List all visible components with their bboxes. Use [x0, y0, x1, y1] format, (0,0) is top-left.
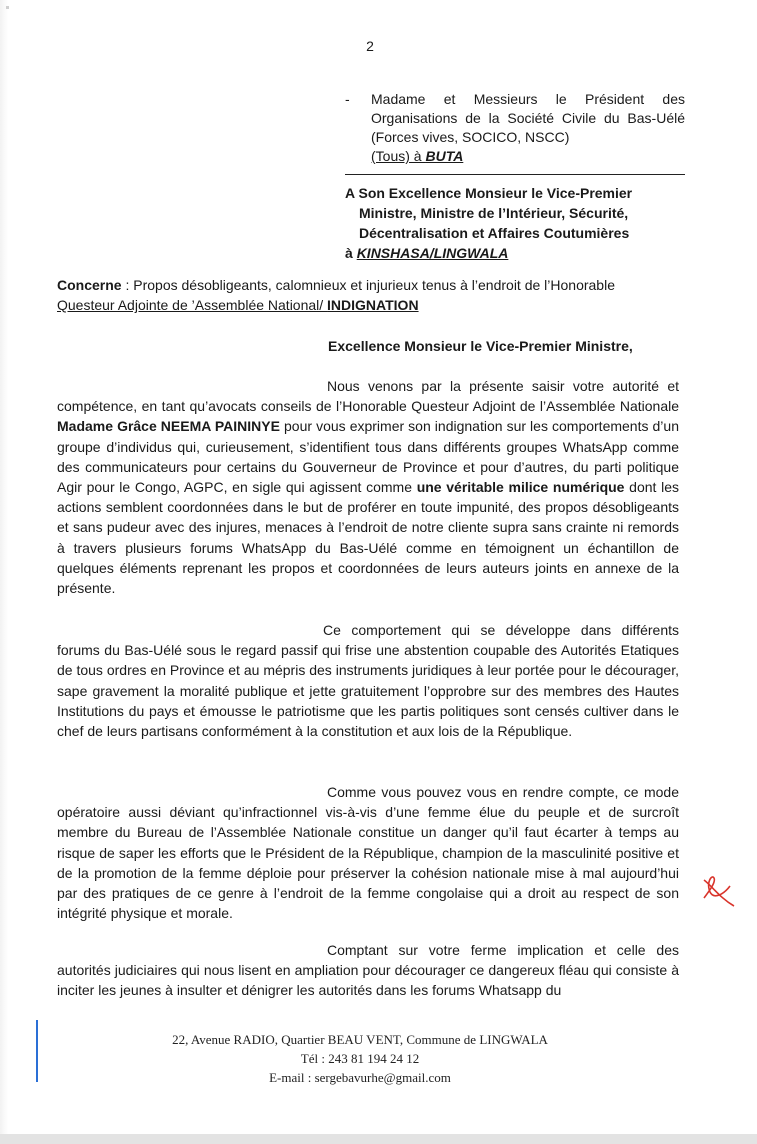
minister-line-2: Ministre, Ministre de l’Intérieur, Sécurité, — [359, 205, 629, 221]
subject-questeur: Questeur Adjointe de ’Assemblée National/ — [57, 297, 328, 313]
p3-text: Comme vous pouvez vous en rendre compte, ce mode opératoire aussi déviant qu’infractionnel vis-à-vis d’une femme élue du peuple et de surcroît membre du Bureau de l’Assemblée Nationale constitue un danger qu’il faut écarter à temps au risque de saper les efforts que le Président de la République, champion de la masculinité positive et de la promotion de la femme déploie pour préserver la cohésion nationale mise à mal aujourd’hui par des pratiques de ce genre à l’endroit de la femme congolaise qui a droit au respect de son intégrité physique et morale. — [57, 784, 679, 922]
letter-footer — [0, 1030, 720, 1087]
minister-prefix: à — [345, 245, 357, 261]
p4-text: Comptant sur votre ferme implication et celle des autorités judiciaires qui nous lisent en ampliation pour décourager ce dangereux fléau qui consiste à inciter les jeunes à insulter et dénigrer les autorités dans les forums Whatsapp du — [57, 942, 679, 999]
subject-text: Propos désobligeants, calomnieux et injurieux tenus à l’endroit de l’Honorable — [133, 277, 615, 293]
salutation: Excellence Monsieur le Vice-Premier Ministre, — [328, 338, 633, 354]
p1-text-e: dont les actions semblent coordonnées dans le but de proférer en toute impunité, des propos désobligeants et sans pudeur avec des injures, menaces à l’endroit de notre cliente supra sans crainte ni remords à travers plusieurs forums WhatsApp du Bas-Uélé comme en témoignent un échantillon de quelques éléments reprenant les propos et coordonnées de leurs auteurs joints en annexe de la présente. — [57, 479, 679, 597]
client-name: Madame Grâce NEEMA PAININYE — [57, 418, 280, 435]
subject-underlined — [57, 297, 419, 313]
recipient-organisations: Madame et Messieurs le Président des Organisations de la Société Civile du Bas-Uélé (Forces vives, SOCICO, NSCC) — [371, 91, 685, 145]
minister-city: KINSHASA/LINGWALA — [356, 245, 509, 261]
scan-speck — [6, 6, 9, 9]
page-edge-shadow — [0, 0, 8, 1144]
subject-label: Concerne — [57, 277, 122, 293]
p1-text-a: Nous venons par la présente saisir votre autorité et compétence, en tant qu’avocats conseils de l’Honorable Questeur Adjoint de l’Assemblée Nationale — [57, 378, 679, 415]
footer-address: 22, Avenue RADIO, Quartier BEAU VENT, Commune de LINGWALA — [172, 1032, 548, 1047]
paragraph-3 — [57, 782, 679, 923]
subject-separator: : — [121, 277, 134, 293]
p1-text-c: pour vous exprimer son indignation sur les comportements d’un groupe d’individus qui, curieusement, s’identifient tous dans différents groupes WhatsApp comme des communicateurs pour certains du Gouverneur de Province et pour d’autres, du parti politique Agir pour le Congo, AGPC, en sigle qui agissent comme — [57, 418, 679, 496]
recipient-destination — [371, 148, 463, 164]
subject-line — [57, 275, 697, 315]
recipient-city-buta: BUTA — [425, 148, 464, 164]
recipient-address-text — [371, 90, 685, 166]
separator-rule — [345, 174, 685, 175]
paragraph-2 — [57, 620, 679, 741]
list-dash: - — [345, 91, 350, 107]
minister-line-1: A Son Excellence Monsieur le Vice-Premier — [345, 185, 633, 201]
milice-numerique: une véritable milice numérique — [416, 479, 625, 496]
recipient-block-civil-society — [345, 90, 685, 166]
subject-indignation: INDIGNATION — [327, 297, 419, 313]
paragraph-1 — [57, 376, 679, 598]
recipient-block-minister — [345, 183, 690, 263]
minister-line-3: Décentralisation et Affaires Coutumières — [359, 225, 630, 241]
paragraph-4 — [57, 940, 679, 1001]
page-number: 2 — [366, 38, 374, 54]
footer-phone: Tél : 243 81 194 24 12 — [300, 1051, 420, 1066]
recipient-tous-prefix: (Tous) à — [371, 148, 426, 164]
footer-email: E-mail : sergebavurhe@gmail.com — [269, 1070, 451, 1085]
page-bottom-edge — [0, 1134, 757, 1144]
minister-destination — [345, 243, 690, 263]
handwritten-mark-icon — [700, 872, 740, 912]
p2-text: Ce comportement qui se développe dans différents forums du Bas-Uélé sous le regard passif qui frise une abstention coupable des Autorités Etatiques de tous ordres en Province et au mépris des instruments juridiques à leur portée pour le décourager, sape gravement la moralité publique et jette gratuitement l’opprobre sur des membres des Hautes Institutions du pays et émousse le patriotisme que les partis politiques sont censés cultiver dans le chef de leurs partisans conformément à la constitution et aux lois de la République. — [57, 622, 679, 740]
